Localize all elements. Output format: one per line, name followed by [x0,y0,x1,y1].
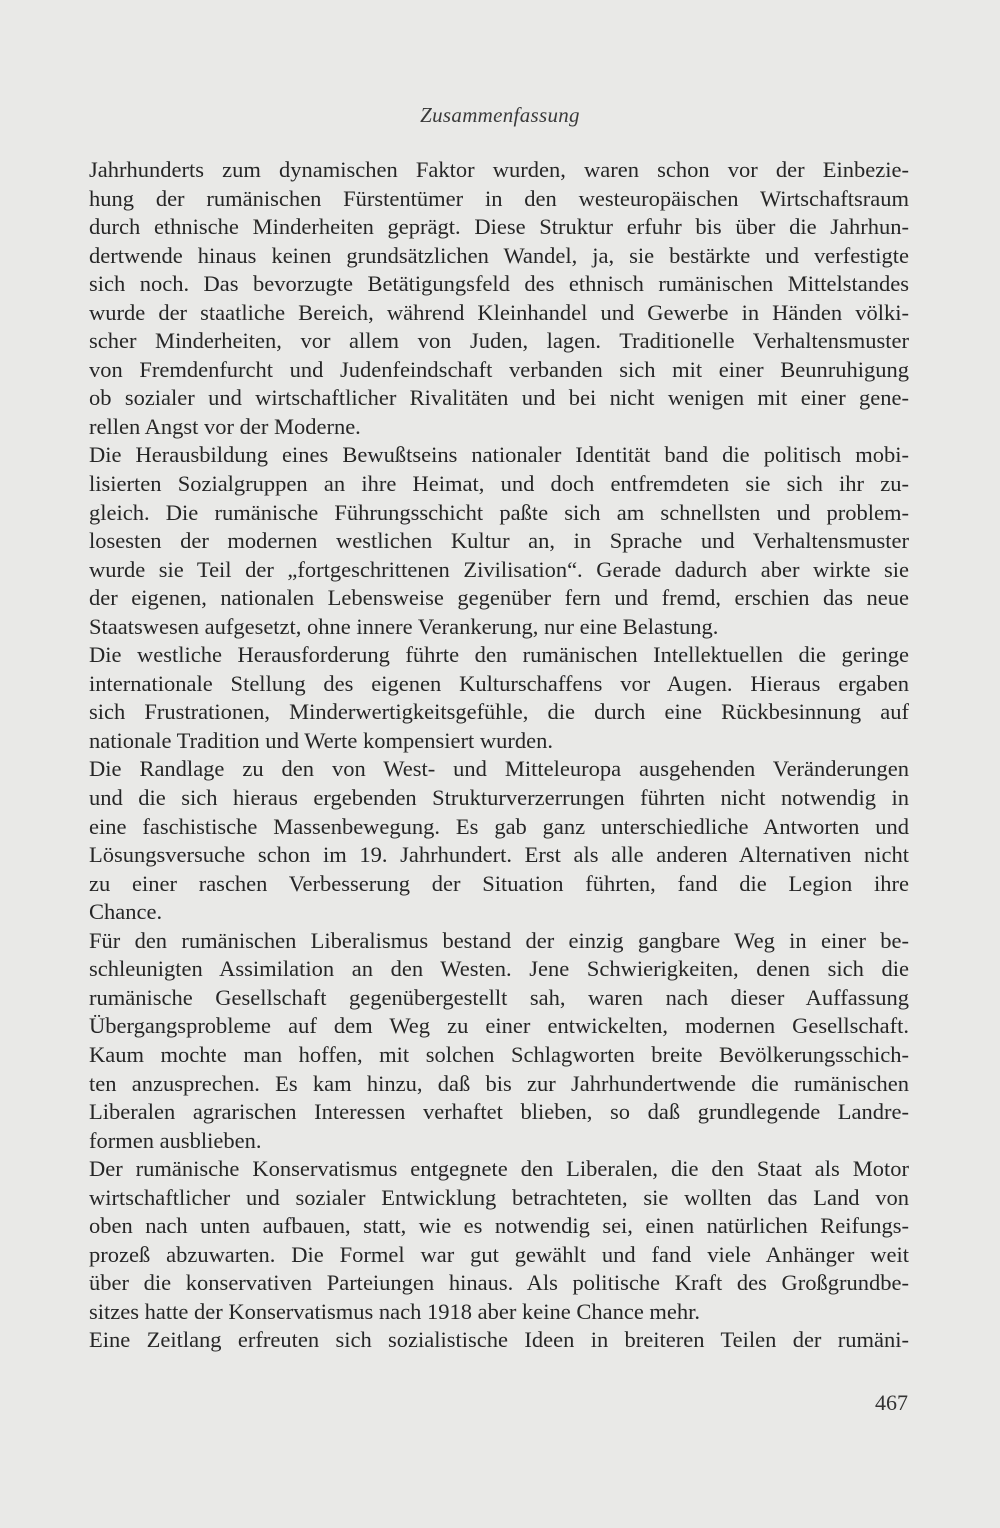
text-line: sich Frustrationen, Minderwertigkeitsgefühle, die durch eine Rückbesinnung auf [89,699,909,725]
paragraph [89,641,909,755]
text-line: Lösungsversuche schon im 19. Jahrhundert. Erst als alle anderen Alternativen nicht [89,842,909,868]
page-number: 467 [875,1390,908,1415]
text-line: ob sozialer und wirtschaftlicher Rivalitäten und bei nicht wenigen mit einer gene- [89,385,909,411]
text-line: hung der rumänischen Fürstentümer in den westeuropäischen Wirtschaftsraum [89,185,909,211]
text-line: Eine Zeitlang erfreuten sich sozialistische Ideen in breiteren Teilen der rumäni- [89,1327,909,1353]
text-line: zu einer raschen Verbesserung der Situation führten, fand die Legion ihre [89,870,909,896]
text-line: wurde sie Teil der „fortgeschrittenen Zivilisation“. Gerade dadurch aber wirkte sie [89,556,909,582]
paragraph [89,1155,909,1326]
text-line: Chance. [89,899,163,925]
text-line: Kaum mochte man hoffen, mit solchen Schlagworten breite Bevölkerungsschich- [89,1041,909,1067]
text-line: scher Minderheiten, vor allem von Juden, lagen. Traditionelle Verhaltensmuster [89,328,909,354]
text-line: der eigenen, nationalen Lebensweise gegenüber fern und fremd, erschien das neue [89,585,909,611]
text-line: internationale Stellung des eigenen Kulturschaffens vor Augen. Hieraus ergaben [89,670,909,696]
text-line: lisierten Sozialgruppen an ihre Heimat, und doch entfremdeten sie sich ihr zu- [89,471,909,497]
running-head: Zusammenfassung [420,103,580,127]
text-line: über die konservativen Parteiungen hinaus. Als politische Kraft des Großgrundbe- [89,1270,909,1296]
text-line: wirtschaftlicher und sozialer Entwicklung betrachteten, sie wollten das Land von [89,1184,909,1210]
paragraph [89,927,909,1155]
text-line: oben nach unten aufbauen, statt, wie es notwendig sei, einen natürlichen Reifungs- [89,1213,909,1239]
text-line: Die Randlage zu den von West- und Mitteleuropa ausgehenden Veränderungen [89,756,909,782]
text-line: Liberalen agrarischen Interessen verhaftet blieben, so daß grundlegende Landre- [89,1099,909,1125]
text-line: losesten der modernen westlichen Kultur an, in Sprache und Verhaltensmuster [89,528,909,554]
text-line: ten anzusprechen. Es kam hinzu, daß bis zur Jahrhundertwende die rumänischen [89,1070,909,1096]
text-line: Staatswesen aufgesetzt, ohne innere Verankerung, nur eine Belastung. [89,613,719,639]
text-line: und die sich hieraus ergebenden Strukturverzerrungen führten nicht notwendig in [89,785,909,811]
text-line: Die Herausbildung eines Bewußtseins nationaler Identität band die politisch mobi- [89,442,909,468]
paragraph [89,755,909,926]
text-line: gleich. Die rumänische Führungsschicht paßte sich am schnellsten und problem- [89,499,909,525]
text-line: rellen Angst vor der Moderne. [89,413,361,439]
text-line: sich noch. Das bevorzugte Betätigungsfeld des ethnisch rumänischen Mittelstandes [89,271,909,297]
text-line: von Fremdenfurcht und Judenfeindschaft verbanden sich mit einer Beunruhigung [89,356,909,382]
text-line: Der rumänische Konservatismus entgegnete den Liberalen, die den Staat als Motor [89,1156,909,1182]
paragraph [89,1326,909,1355]
text-line: Für den rumänischen Liberalismus bestand der einzig gangbare Weg in einer be- [89,927,909,953]
paragraph [89,156,909,441]
text-line: dertwende hinaus keinen grundsätzlichen Wandel, ja, sie bestärkte und verfestigte [89,242,909,268]
text-line: durch ethnische Minderheiten geprägt. Diese Struktur erfuhr bis über die Jahrhun- [89,214,909,240]
text-line: Jahrhunderts zum dynamischen Faktor wurden, waren schon vor der Einbezie- [89,157,909,182]
paragraph [89,441,909,641]
text-line: prozeß abzuwarten. Die Formel war gut gewählt und fand viele Anhänger weit [89,1241,909,1267]
text-line: schleunigten Assimilation an den Westen. Jene Schwierigkeiten, denen sich die [89,956,909,982]
text-line: Die westliche Herausforderung führte den rumänischen Intellektuellen die geringe [89,642,909,668]
text-line: rumänische Gesellschaft gegenübergestellt sah, waren nach dieser Auffassung [89,984,909,1010]
text-line: nationale Tradition und Werte kompensiert wurden. [89,727,553,753]
text-line: sitzes hatte der Konservatismus nach 1918 aber keine Chance mehr. [89,1298,701,1324]
text-line: formen ausblieben. [89,1127,262,1153]
text-line: Übergangsprobleme auf dem Weg zu einer entwickelten, modernen Gesellschaft. [89,1013,909,1039]
text-line: eine faschistische Massenbewegung. Es gab ganz unterschiedliche Antworten und [89,813,909,839]
body-text [89,156,909,1355]
text-line: wurde der staatliche Bereich, während Kleinhandel und Gewerbe in Händen völki- [89,299,909,325]
